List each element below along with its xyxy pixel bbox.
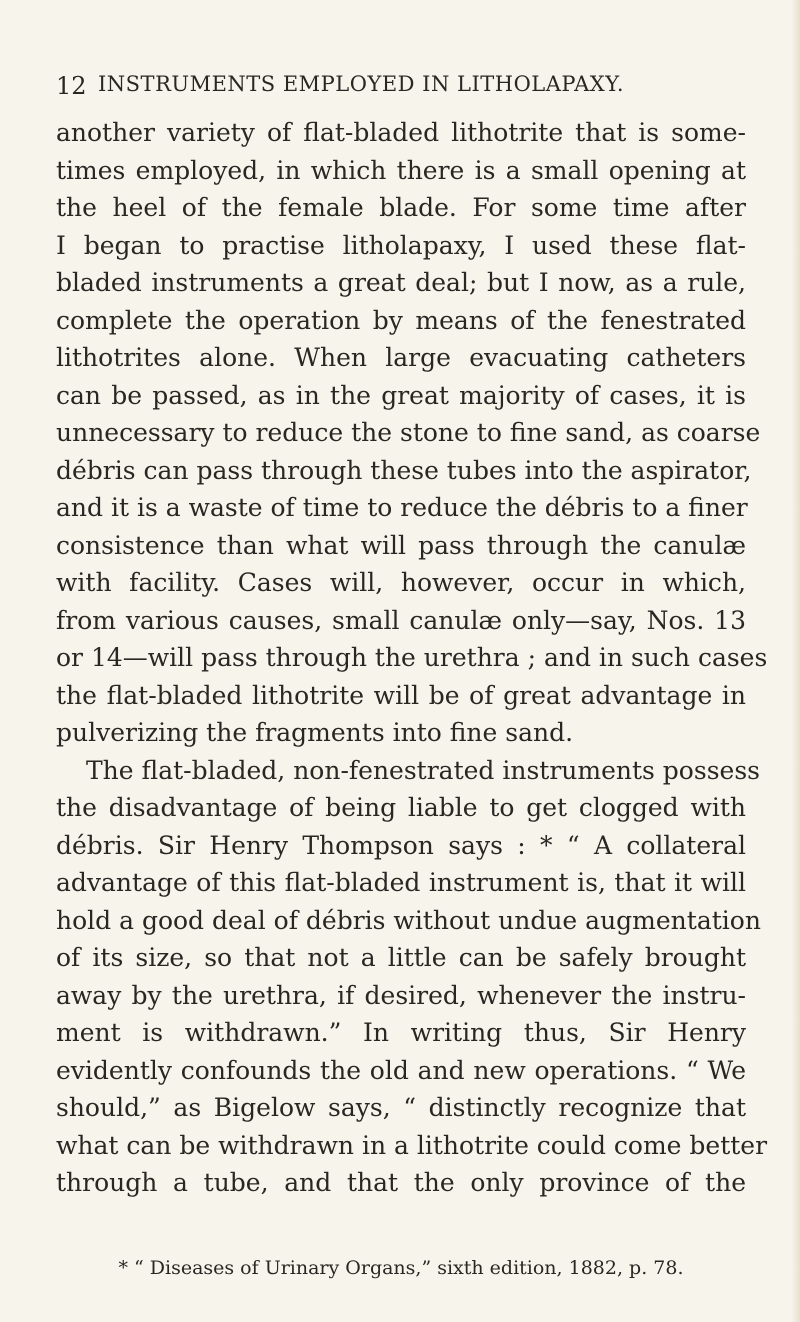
page-number: 12 xyxy=(56,72,87,100)
text-line: and it is a waste of time to reduce the débris to a finer xyxy=(56,493,748,522)
text-line: from various causes, small canulæ only—say, Nos. 13 xyxy=(56,605,746,635)
footnote: * “ Diseases of Urinary Organs,” sixth edition, 1882, p. 78. xyxy=(118,1257,684,1279)
text-line: with facility. Cases will, however, occur in which, xyxy=(56,568,746,597)
text-line: advantage of this flat-bladed instrument is, that it will xyxy=(56,868,746,897)
text-line: through a tube, and that the only province of the xyxy=(56,1168,746,1197)
text-line: hold a good deal of débris without undue augmentation xyxy=(56,905,761,935)
text-line: what can be withdrawn in a lithotrite could come better xyxy=(56,1130,768,1160)
body-text xyxy=(56,114,768,1202)
text-line: should,” as Bigelow says, “ distinctly recognize that xyxy=(56,1093,746,1122)
text-line: bladed instruments a great deal; but I now, as a rule, xyxy=(56,268,746,297)
paragraph-start-line: The flat-bladed, non-fenestrated instruments possess xyxy=(86,755,760,785)
running-head: INSTRUMENTS EMPLOYED IN LITHOLAPAXY. xyxy=(98,72,625,96)
text-line: ment is withdrawn.” In writing thus, Sir Henry xyxy=(56,1018,746,1047)
text-line: evidently confounds the old and new operations. “ We xyxy=(56,1055,746,1085)
text-line: the disadvantage of being liable to get clogged with xyxy=(56,793,746,822)
text-line: I began to practise litholapaxy, I used these flat- xyxy=(56,230,746,260)
text-line: another variety of flat-bladed lithotrite that is some- xyxy=(56,118,746,147)
text-line: can be passed, as in the great majority of cases, it is xyxy=(56,380,746,410)
text-line: or 14—will pass through the urethra ; and in such cases xyxy=(56,643,768,672)
text-line: unnecessary to reduce the stone to fine sand, as coarse xyxy=(56,418,761,447)
page-edge-shadow xyxy=(791,0,800,1322)
text-line: pulverizing the fragments into fine sand. xyxy=(56,718,574,747)
text-line: of its size, so that not a little can be safely brought xyxy=(56,943,746,972)
text-line: the heel of the female blade. For some time after xyxy=(56,193,746,222)
text-line: away by the urethra, if desired, whenever the instru- xyxy=(56,980,746,1010)
text-line: complete the operation by means of the fenestrated xyxy=(56,305,746,335)
text-line: the flat-bladed lithotrite will be of great advantage in xyxy=(56,680,746,710)
text-line: lithotrites alone. When large evacuating catheters xyxy=(56,343,746,372)
text-line: débris can pass through these tubes into the aspirator, xyxy=(56,455,752,485)
page-header xyxy=(56,72,746,108)
text-line: consistence than what will pass through the canulæ xyxy=(56,530,746,560)
text-line: times employed, in which there is a small opening at xyxy=(56,155,746,185)
text-line: débris. Sir Henry Thompson says : * “ A collateral xyxy=(56,830,746,860)
